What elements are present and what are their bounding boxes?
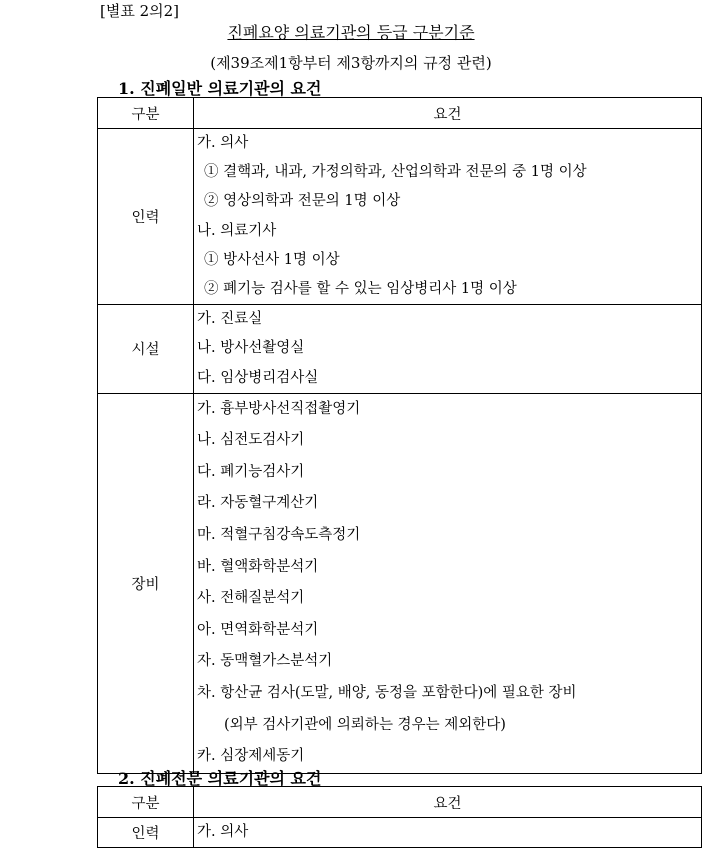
list-item: 가. 흉부방사선직접촬영기 <box>197 400 361 417</box>
section2-heading: 2. 진폐전문 의료기관의 요건 <box>118 769 322 788</box>
list-item: ② 폐기능 검사를 할 수 있는 임상병리사 1명 이상 <box>204 280 517 297</box>
list-item: 아. 면역화학분석기 <box>197 621 319 638</box>
personnel-category: 인력 <box>98 818 194 848</box>
personnel-category: 인력 <box>98 129 194 305</box>
facilities-category: 시설 <box>98 305 194 394</box>
list-item: ② 영상의학과 전문의 1명 이상 <box>204 193 401 210</box>
list-item: 나. 의료기사 <box>197 222 277 239</box>
list-item: 라. 자동혈구계산기 <box>197 495 319 512</box>
list-item: 자. 동맥혈가스분석기 <box>197 653 333 670</box>
section1-heading: 1. 진폐일반 의료기관의 요건 <box>118 79 322 98</box>
list-item: 차. 항산균 검사(도말, 배양, 동정을 포함한다)에 필요한 장비 <box>197 685 577 702</box>
equipment-requirements <box>194 393 702 773</box>
table-header-row <box>98 787 702 818</box>
header-requirement: 요건 <box>194 787 702 818</box>
list-item: 사. 전해질분석기 <box>197 590 305 607</box>
personnel-requirements <box>194 129 702 305</box>
header-category: 구분 <box>98 787 194 818</box>
header-category: 구분 <box>98 98 194 129</box>
section2-table <box>97 786 702 848</box>
equipment-category: 장비 <box>98 393 194 773</box>
table-header-row <box>98 98 702 129</box>
document-title: 진폐요양 의료기관의 등급 구분기준 <box>227 23 475 42</box>
list-item: 가. 의사 <box>197 135 249 151</box>
header-requirement: 요건 <box>194 98 702 129</box>
list-item: ① 방사선사 1명 이상 <box>204 251 340 268</box>
list-item: 다. 임상병리검사실 <box>197 369 319 386</box>
list-item: 나. 심전도검사기 <box>197 432 305 449</box>
personnel-requirements <box>194 818 702 848</box>
list-item: 가. 진료실 <box>197 311 263 328</box>
document-subtitle: (제39조제1항부터 제3항까지의 규정 관련) <box>210 54 492 72</box>
list-item: ① 결핵과, 내과, 가정의학과, 산업의학과 전문의 중 1명 이상 <box>204 164 587 181</box>
section1-table <box>97 97 702 774</box>
list-item: (외부 검사기관에 의뢰하는 경우는 제외한다) <box>224 716 506 733</box>
equipment-row <box>98 393 702 773</box>
list-item: 다. 폐기능검사기 <box>197 463 305 480</box>
facilities-row <box>98 305 702 394</box>
facilities-requirements <box>194 305 702 394</box>
annex-label: [별표 2의2] <box>100 2 180 20</box>
list-item: 가. 의사 <box>197 824 249 840</box>
list-item: 마. 적혈구침강속도측정기 <box>197 527 361 544</box>
personnel-row <box>98 818 702 848</box>
list-item: 바. 혈액화학분석기 <box>197 558 319 575</box>
list-item: 나. 방사선촬영실 <box>197 340 305 357</box>
personnel-row <box>98 129 702 305</box>
list-item: 카. 심장제세동기 <box>197 748 305 765</box>
